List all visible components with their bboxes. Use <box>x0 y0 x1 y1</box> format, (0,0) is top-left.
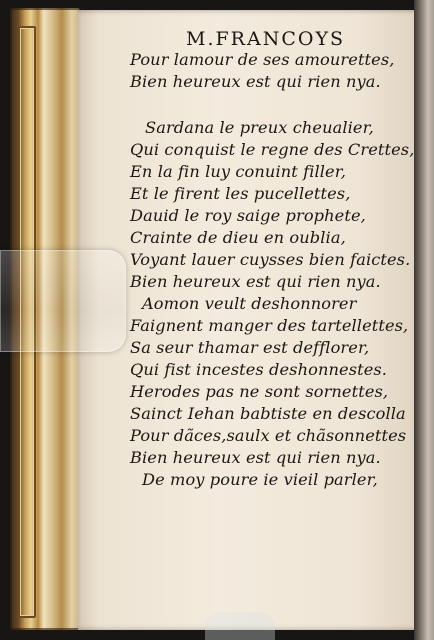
verse-line: Bien heureux est qui rien nya. <box>130 272 381 291</box>
verse-line: Voyant lauer cuysses bien faictes. <box>130 250 411 269</box>
verse-line: Pour lamour de ses amourettes, <box>130 50 395 69</box>
page-clip <box>0 250 126 352</box>
verse-line: Crainte de dieu en oublia, <box>130 228 346 247</box>
verse-line: Faignent manger des tartellettes, <box>130 316 409 335</box>
verse-line: En la fin luy conuint filler, <box>130 162 347 181</box>
verse-line: Aomon veult deshonnorer <box>142 294 357 313</box>
verse-line: Et le firent les pucellettes, <box>130 184 351 203</box>
running-title: M.FRANCOYS <box>186 28 346 50</box>
verse-line: Sa seur thamar est defflorer, <box>130 338 370 357</box>
verse-line: Herodes pas ne sont sornettes, <box>130 382 389 401</box>
verse-line: De moy poure ie vieil parler, <box>142 470 378 489</box>
verse-line: Dauid le roy saige prophete, <box>130 206 366 225</box>
verse-line: Qui fist incestes deshonnestes. <box>130 360 388 379</box>
verse-line: Qui conquist le regne des Crettes, <box>130 140 415 159</box>
verse-line: Sainct Iehan babtiste en descolla <box>130 404 406 423</box>
bottom-clip <box>205 612 275 640</box>
verse-line: Pour dãces,saulx et chãsonnettes <box>130 426 407 445</box>
verse-line: Bien heureux est qui rien nya. <box>130 448 381 467</box>
verse-line: Sardana le preux cheualier, <box>145 118 374 137</box>
verse-line: Bien heureux est qui rien nya. <box>130 72 381 91</box>
